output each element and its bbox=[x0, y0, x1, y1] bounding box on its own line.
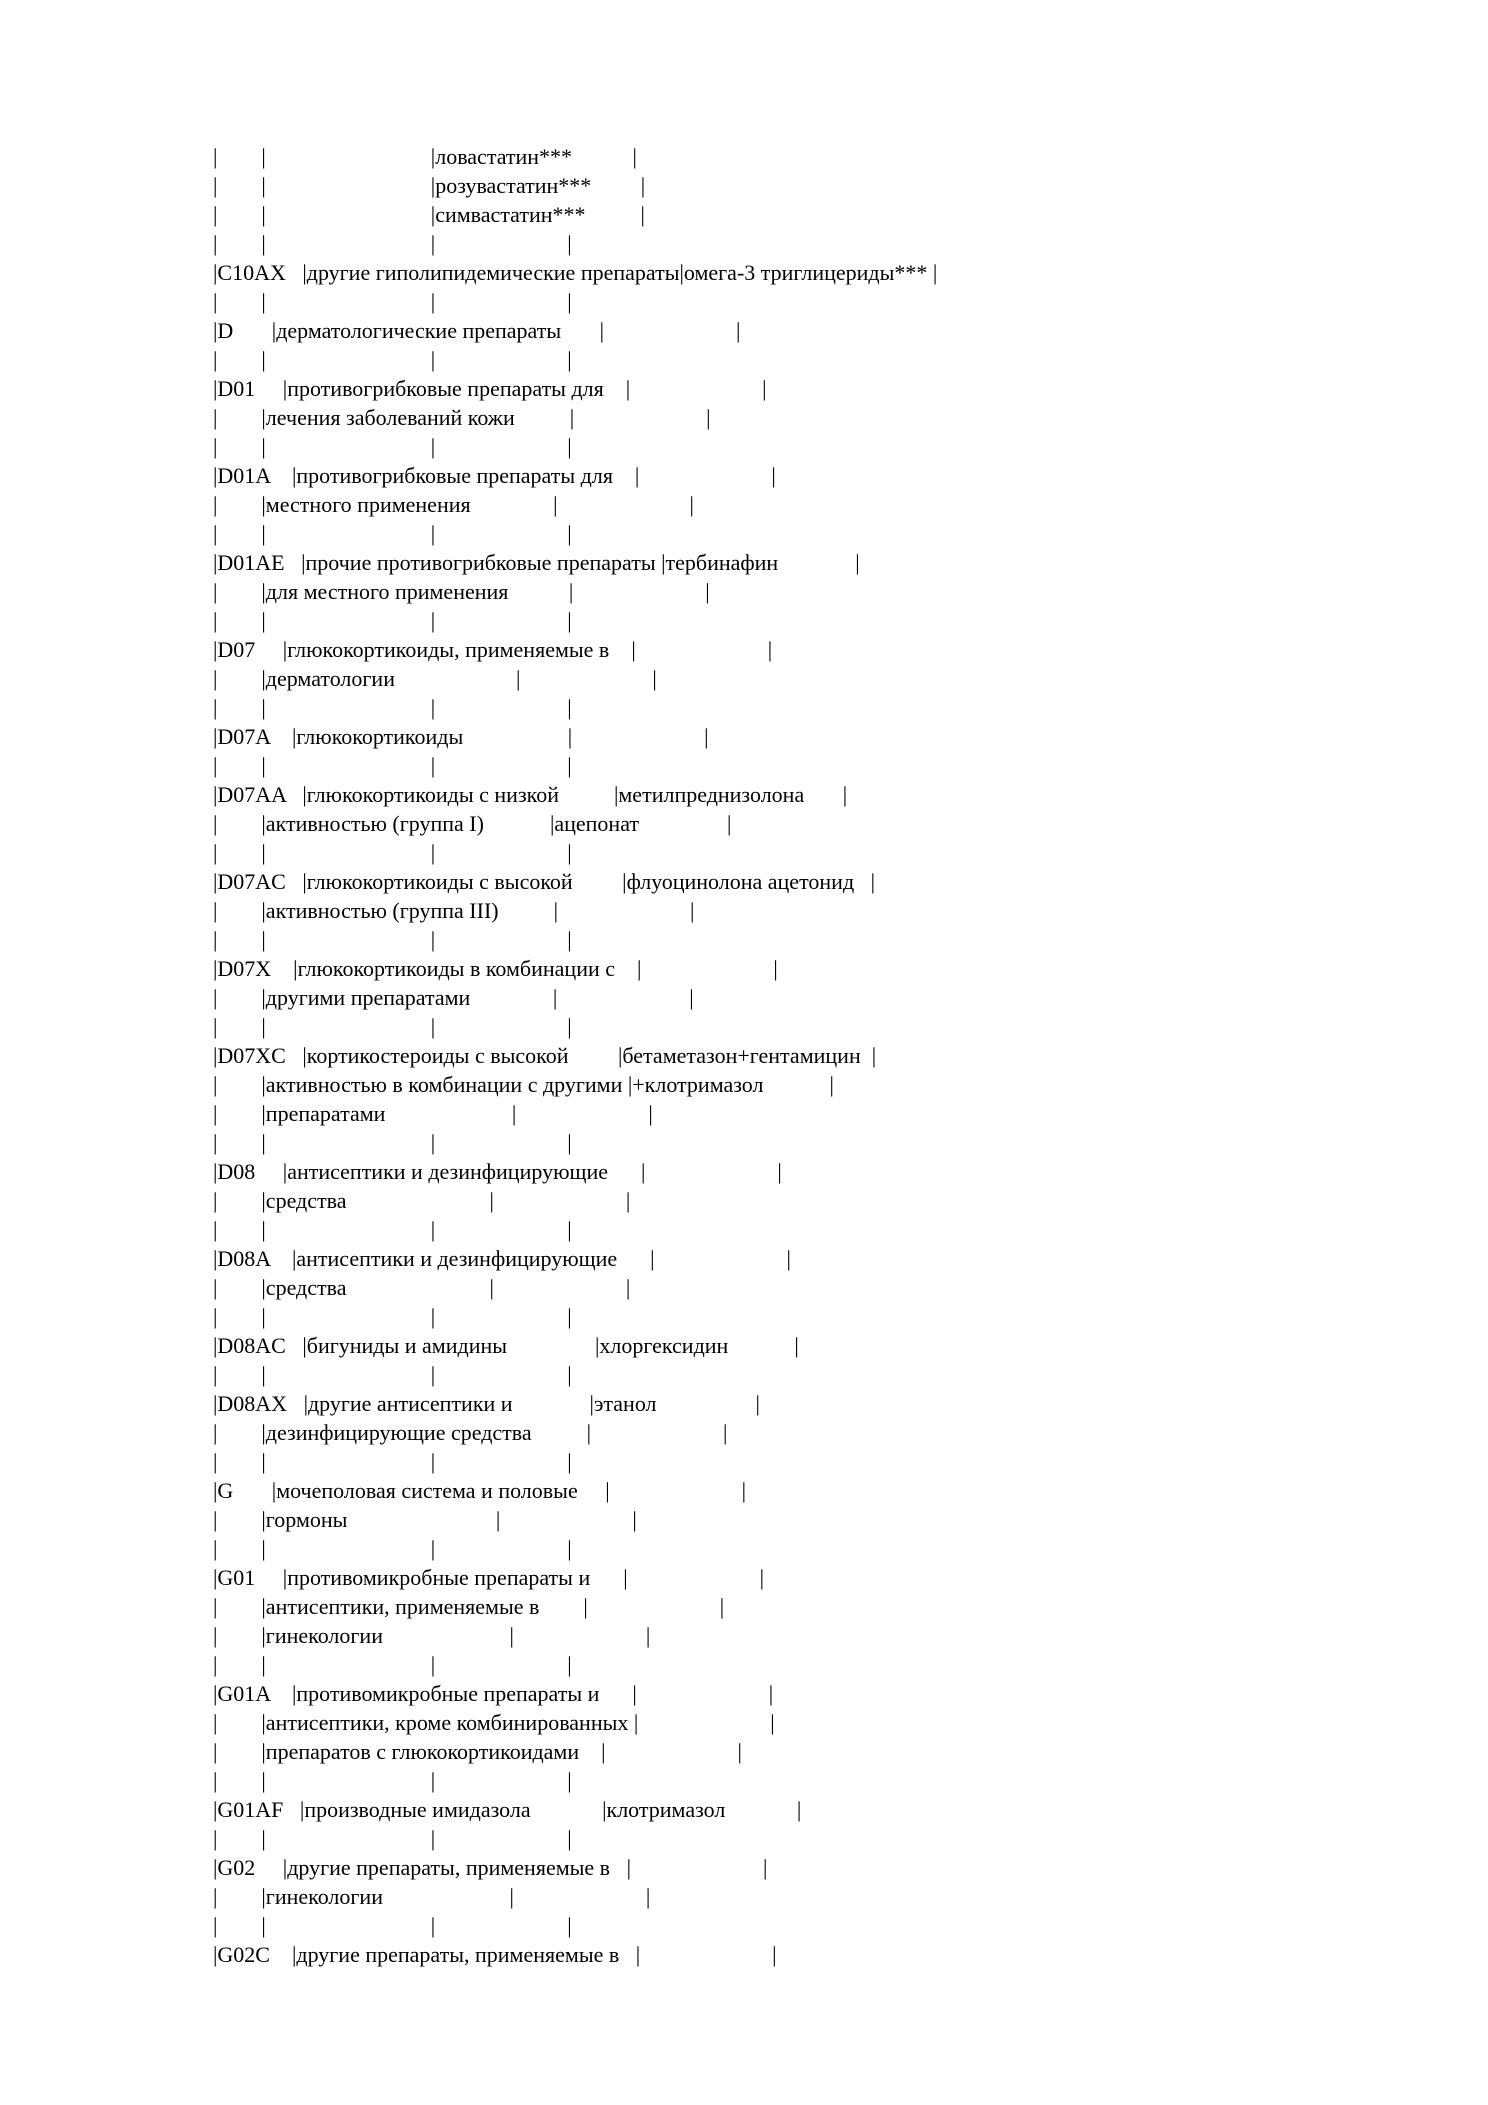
table-line: |G01A |противомикробные препараты и | | bbox=[213, 1681, 774, 1706]
table-line: | | | | bbox=[213, 608, 572, 633]
table-line: | |средства | | bbox=[213, 1188, 631, 1213]
table-line: | | |ловастатин*** | bbox=[213, 144, 637, 169]
table-line: |G01AF |производные имидазола |клотримазол | bbox=[213, 1797, 802, 1822]
table-line: |D07XC |кортикостероиды с высокой |бетаметазон+гентамицин | bbox=[213, 1043, 877, 1068]
table-line: | |препаратами | | bbox=[213, 1101, 653, 1126]
table-line: | |дерматологии | | bbox=[213, 666, 657, 691]
table-line: | | | | bbox=[213, 1826, 572, 1851]
table-line: |D01A |противогрибковые препараты для | | bbox=[213, 463, 776, 488]
drug-classification-table bbox=[213, 142, 1353, 1969]
table-line: |D01AE |прочие противогрибковые препараты |тербинафин | bbox=[213, 550, 860, 575]
table-line: | |местного применения | | bbox=[213, 492, 694, 517]
table-line: | | | | bbox=[213, 1217, 572, 1242]
table-line: | | | | bbox=[213, 434, 572, 459]
table-line: | |средства | | bbox=[213, 1275, 631, 1300]
table-line: | | | | bbox=[213, 695, 572, 720]
table-line: | |активностью (группа I) |ацепонат | bbox=[213, 811, 732, 836]
table-line: |D07X |глюкокортикоиды в комбинации с | | bbox=[213, 956, 778, 981]
table-line: | | | | bbox=[213, 840, 572, 865]
table-line: | | | | bbox=[213, 1130, 572, 1155]
table-line: |D08 |антисептики и дезинфицирующие | | bbox=[213, 1159, 782, 1184]
table-line: |D08A |антисептики и дезинфицирующие | | bbox=[213, 1246, 791, 1271]
table-line: |G |мочеполовая система и половые | | bbox=[213, 1478, 747, 1503]
table-line: | | | | bbox=[213, 347, 572, 372]
table-line: |D08AX |другие антисептики и |этанол | bbox=[213, 1391, 760, 1416]
table-line: |D |дерматологические препараты | | bbox=[213, 318, 741, 343]
table-line: | | | | bbox=[213, 289, 572, 314]
table-line: | |дезинфицирующие средства | | bbox=[213, 1420, 728, 1445]
table-line: | | | | bbox=[213, 1304, 572, 1329]
table-line: |D07AC |глюкокортикоиды с высокой |флуоцинолона ацетонид | bbox=[213, 869, 876, 894]
table-line: | |другими препаратами | | bbox=[213, 985, 694, 1010]
table-line: | | | | bbox=[213, 521, 572, 546]
table-line: |D07 |глюкокортикоиды, применяемые в | | bbox=[213, 637, 773, 662]
table-line: | |антисептики, применяемые в | | bbox=[213, 1594, 725, 1619]
table-line: | | | | bbox=[213, 1652, 572, 1677]
table-line: | | | | bbox=[213, 1768, 572, 1793]
table-line: | | |симвастатин*** | bbox=[213, 202, 645, 227]
table-line: |G02C |другие препараты, применяемые в | | bbox=[213, 1942, 777, 1967]
table-line: | | | | bbox=[213, 1913, 572, 1938]
table-line: | |активностью (группа III) | | bbox=[213, 898, 695, 923]
table-line: | |для местного применения | | bbox=[213, 579, 710, 604]
table-line: | | | | bbox=[213, 927, 572, 952]
table-line: | |антисептики, кроме комбинированных | | bbox=[213, 1710, 775, 1735]
table-line: | |гинекологии | | bbox=[213, 1884, 651, 1909]
table-line: | | |розувастатин*** | bbox=[213, 173, 646, 198]
table-line: | | | | bbox=[213, 231, 572, 256]
table-line: | |лечения заболеваний кожи | | bbox=[213, 405, 711, 430]
table-line: | |гормоны | | bbox=[213, 1507, 637, 1532]
table-line: |D07A |глюкокортикоиды | | bbox=[213, 724, 709, 749]
table-line: |G01 |противомикробные препараты и | | bbox=[213, 1565, 765, 1590]
table-line: | |препаратов с глюкокортикоидами | | bbox=[213, 1739, 742, 1764]
table-line: |D01 |противогрибковые препараты для | | bbox=[213, 376, 767, 401]
table-line: | | | | bbox=[213, 753, 572, 778]
table-line: | |гинекологии | | bbox=[213, 1623, 651, 1648]
table-line: |C10AX |другие гиполипидемические препараты|омега-3 триглицериды*** | bbox=[213, 260, 938, 285]
table-line: | |активностью в комбинации с другими |+клотримазол | bbox=[213, 1072, 834, 1097]
table-line: | | | | bbox=[213, 1449, 572, 1474]
table-line: | | | | bbox=[213, 1536, 572, 1561]
table-line: |D07AA |глюкокортикоиды с низкой |метилпреднизолона | bbox=[213, 782, 848, 807]
table-line: |D08AC |бигуниды и амидины |хлоргексидин | bbox=[213, 1333, 799, 1358]
table-line: |G02 |другие препараты, применяемые в | | bbox=[213, 1855, 768, 1880]
table-line: | | | | bbox=[213, 1362, 572, 1387]
table-line: | | | | bbox=[213, 1014, 572, 1039]
